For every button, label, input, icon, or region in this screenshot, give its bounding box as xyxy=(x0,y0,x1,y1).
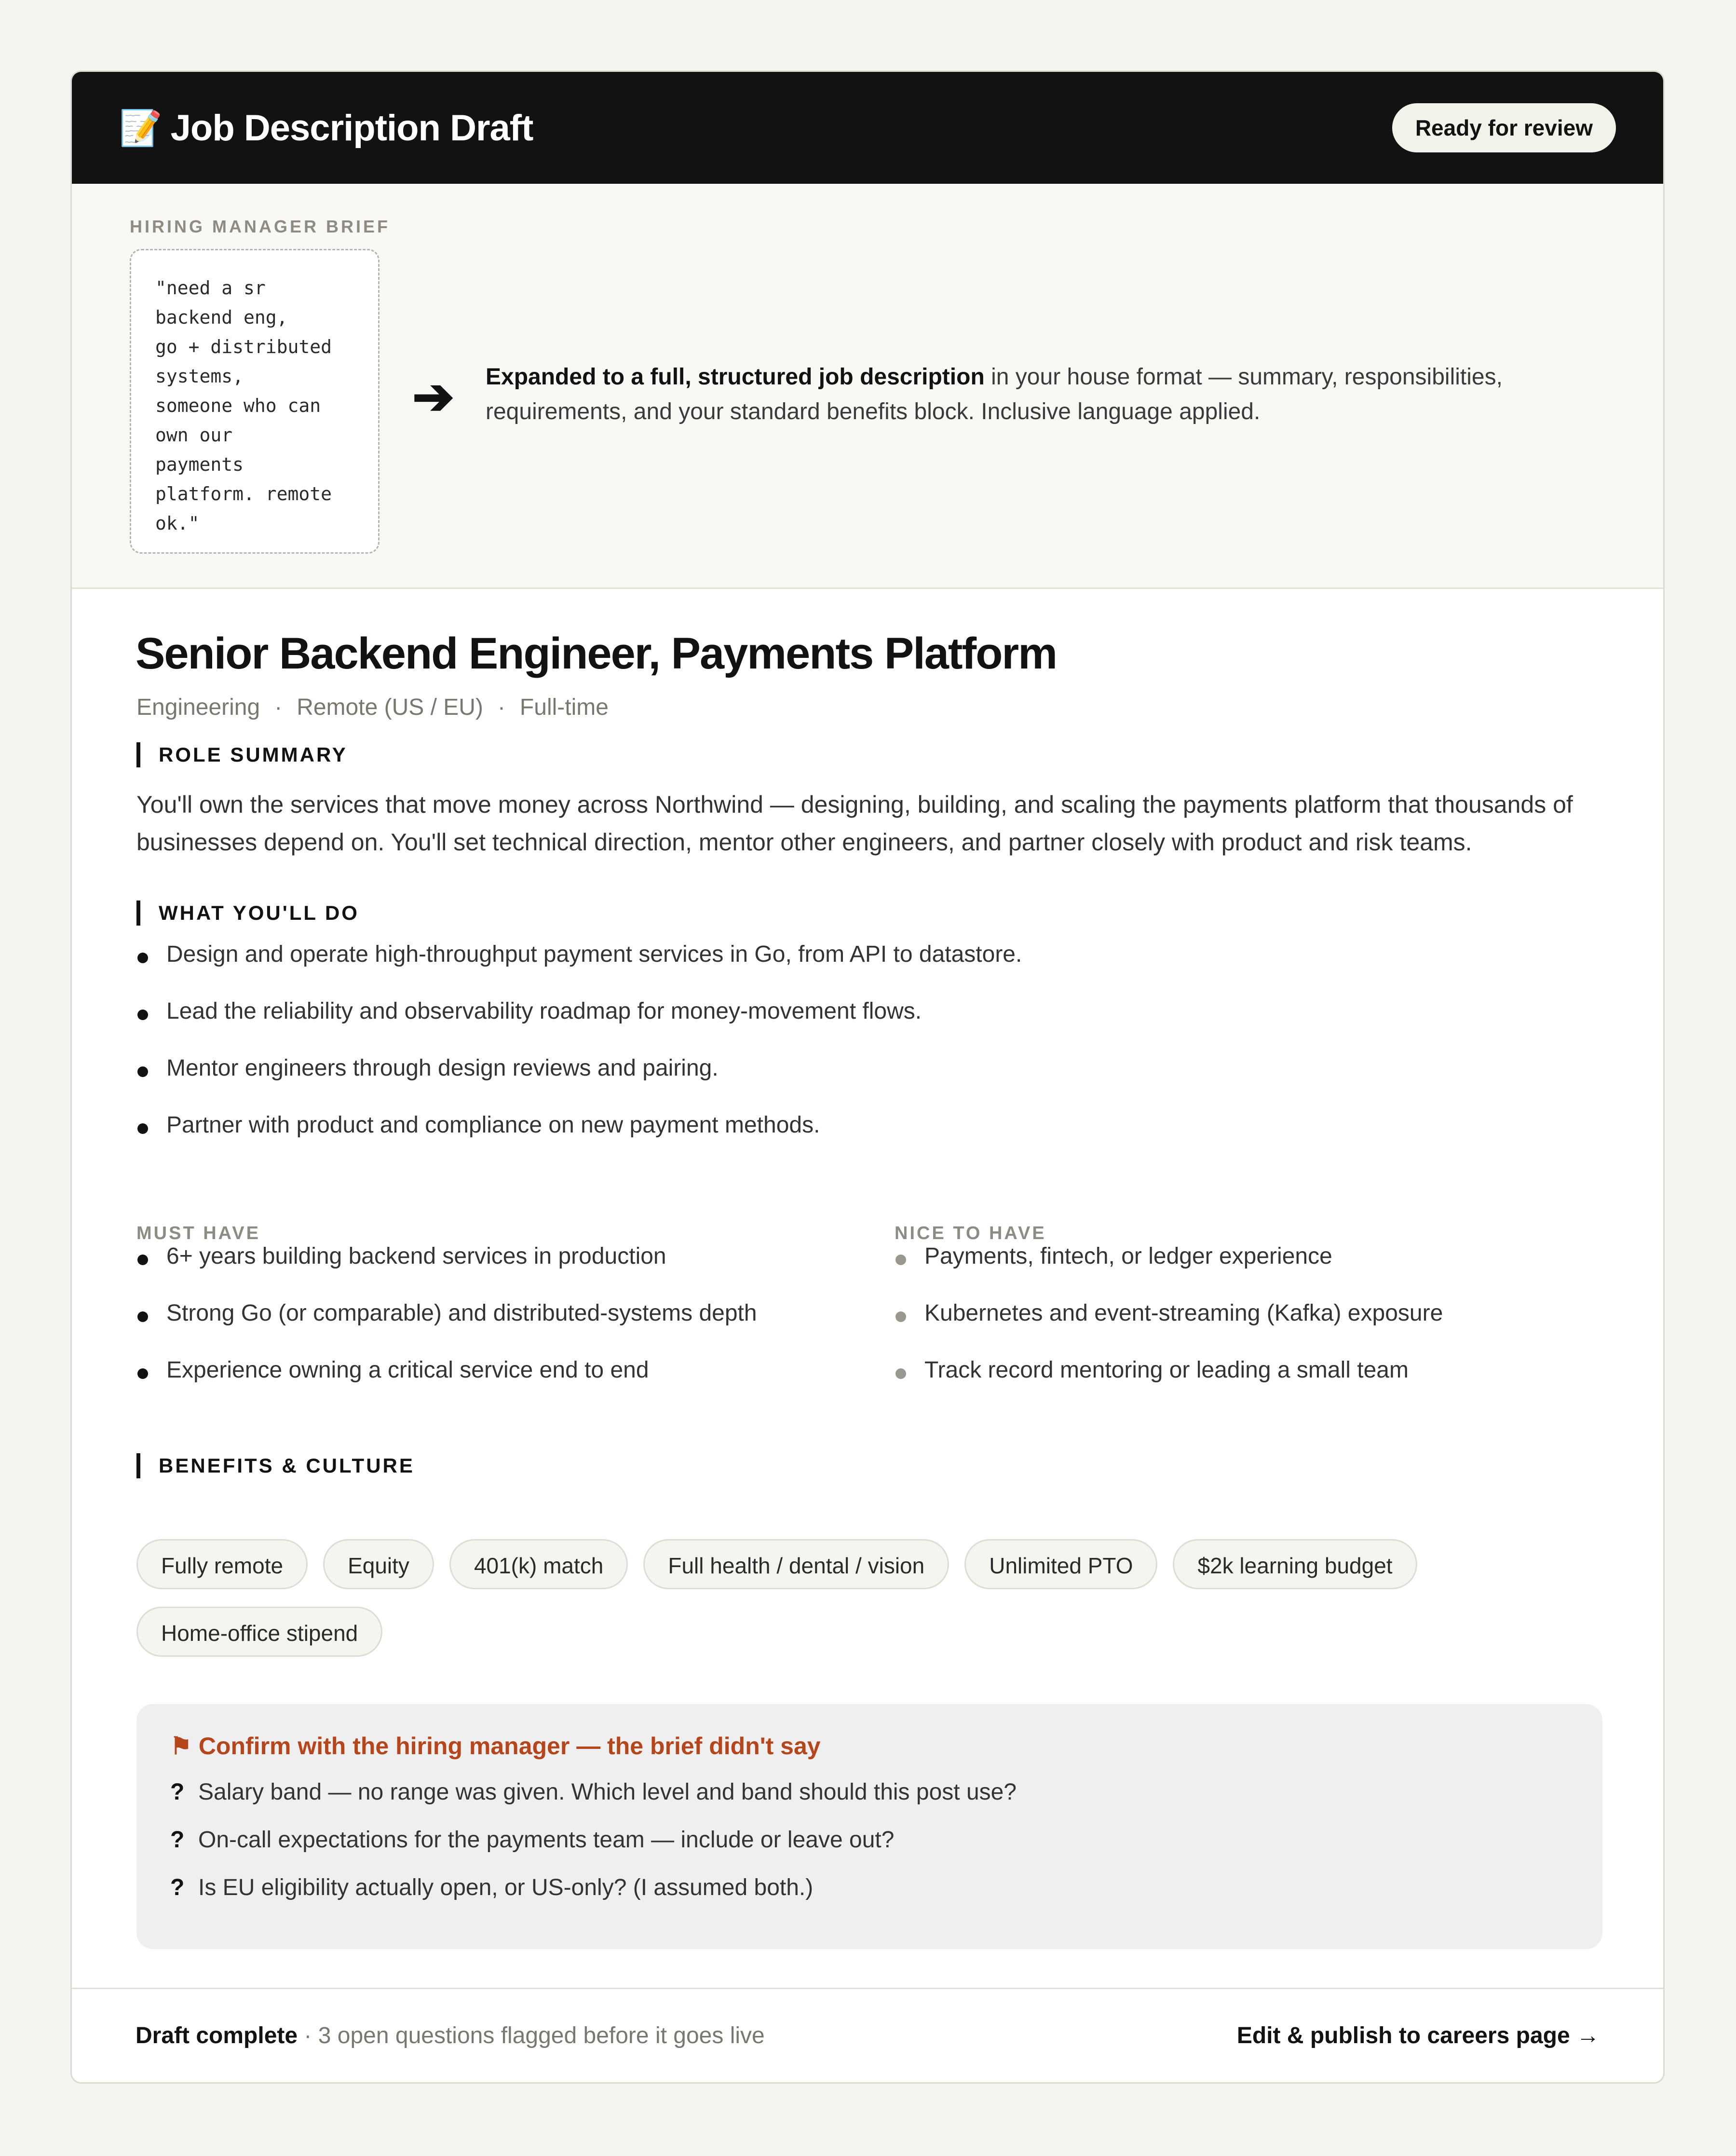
footer-bar xyxy=(72,1988,1663,2082)
job-title: Senior Backend Engineer, Payments Platform xyxy=(136,629,1057,678)
list-item: Mentor engineers through design reviews and pairing. xyxy=(136,1054,1612,1111)
benefit-chip: 401(k) match xyxy=(449,1539,628,1589)
expanded-note-rest: in your house format — summary, responsibilities, requirements, and your standard benefits block. Inclusive language applied. xyxy=(486,364,1503,424)
benefit-chip: Unlimited PTO xyxy=(964,1539,1157,1589)
list-item xyxy=(170,1871,1569,1919)
status-badge[interactable]: Ready for review xyxy=(1392,103,1616,152)
benefit-chip: Full health / dental / vision xyxy=(643,1539,949,1589)
list-item: 6+ years building backend services in production xyxy=(136,1242,860,1299)
open-questions-title xyxy=(170,1729,1569,1763)
publish-button[interactable]: Edit & publish to careers page → xyxy=(1236,2023,1600,2048)
list-item: Kubernetes and event-streaming (Kafka) exposure xyxy=(895,1299,1608,1356)
responsibilities-list xyxy=(136,940,1612,1168)
meta-department: Engineering xyxy=(136,695,260,720)
question-text: Salary band — no range was given. Which level and band should this post use? xyxy=(198,1779,1017,1805)
list-item: Partner with product and compliance on new payment methods. xyxy=(136,1111,1612,1168)
header-bar xyxy=(72,72,1663,184)
what-youll-do-heading: WHAT YOU'LL DO xyxy=(136,901,359,926)
brief-label: HIRING MANAGER BRIEF xyxy=(130,217,390,236)
arrow-right-icon: ➔ xyxy=(412,369,455,425)
open-questions-title-text: Confirm with the hiring manager — the brief didn't say xyxy=(198,1733,821,1760)
draft-status-rest: · 3 open questions flagged before it goes live xyxy=(298,2023,765,2048)
meta-location: Remote (US / EU) xyxy=(297,695,483,720)
list-item xyxy=(170,1823,1569,1871)
brief-quote: "need a sr backend eng, go + distributed systems, someone who can own our payments platform. remote ok." xyxy=(130,249,380,554)
list-item: Experience owning a critical service end to end xyxy=(136,1356,860,1413)
app-title-group xyxy=(119,107,533,149)
job-meta xyxy=(136,694,609,721)
meta-separator: · xyxy=(497,695,505,720)
must-have-list xyxy=(136,1242,860,1413)
benefits-chips xyxy=(136,1539,1612,1657)
flag-icon: ⚑ xyxy=(170,1733,192,1760)
expanded-note xyxy=(486,360,1609,429)
question-mark: ? xyxy=(170,1827,185,1853)
page-title: Job Description Draft xyxy=(170,107,533,149)
draft-status xyxy=(136,2022,765,2049)
list-item: Design and operate high-throughput payment services in Go, from API to datastore. xyxy=(136,940,1612,997)
job-description-card xyxy=(70,70,1665,2084)
role-summary-text: You'll own the services that move money across Northwind — designing, building, and scaling the payments platform that thousands of businesses depend on. You'll set technical direction, mentor other engineers, and partner closely with product and risk teams. xyxy=(136,791,1573,856)
memo-icon: 📝 xyxy=(119,109,162,148)
nice-to-have-label: NICE TO HAVE xyxy=(895,1223,1046,1243)
brief-section xyxy=(72,184,1663,589)
benefit-chip: Equity xyxy=(323,1539,434,1589)
question-mark: ? xyxy=(170,1779,185,1805)
benefit-chip: Fully remote xyxy=(136,1539,308,1589)
meta-separator: · xyxy=(274,695,283,720)
list-item: Payments, fintech, or ledger experience xyxy=(895,1242,1608,1299)
list-item: Strong Go (or comparable) and distributed-systems depth xyxy=(136,1299,860,1356)
role-summary-heading: ROLE SUMMARY xyxy=(136,742,348,767)
must-have-label: MUST HAVE xyxy=(136,1223,260,1243)
question-text: On-call expectations for the payments team — include or leave out? xyxy=(198,1827,895,1853)
list-item: Lead the reliability and observability roadmap for money-movement flows. xyxy=(136,997,1612,1054)
meta-employment-type: Full-time xyxy=(519,695,609,720)
open-questions-panel xyxy=(136,1704,1602,1949)
expanded-note-bold: Expanded to a full, structured job description xyxy=(486,364,985,390)
draft-status-bold: Draft complete xyxy=(136,2023,298,2048)
list-item: Track record mentoring or leading a small team xyxy=(895,1356,1608,1413)
question-mark: ? xyxy=(170,1875,185,1900)
nice-to-have-list xyxy=(895,1242,1608,1413)
benefits-heading: BENEFITS & CULTURE xyxy=(136,1453,415,1478)
benefit-chip: $2k learning budget xyxy=(1173,1539,1417,1589)
question-text: Is EU eligibility actually open, or US-only? (I assumed both.) xyxy=(198,1875,814,1900)
list-item xyxy=(170,1775,1569,1823)
open-questions-list xyxy=(170,1775,1569,1919)
benefit-chip: Home-office stipend xyxy=(136,1607,382,1657)
